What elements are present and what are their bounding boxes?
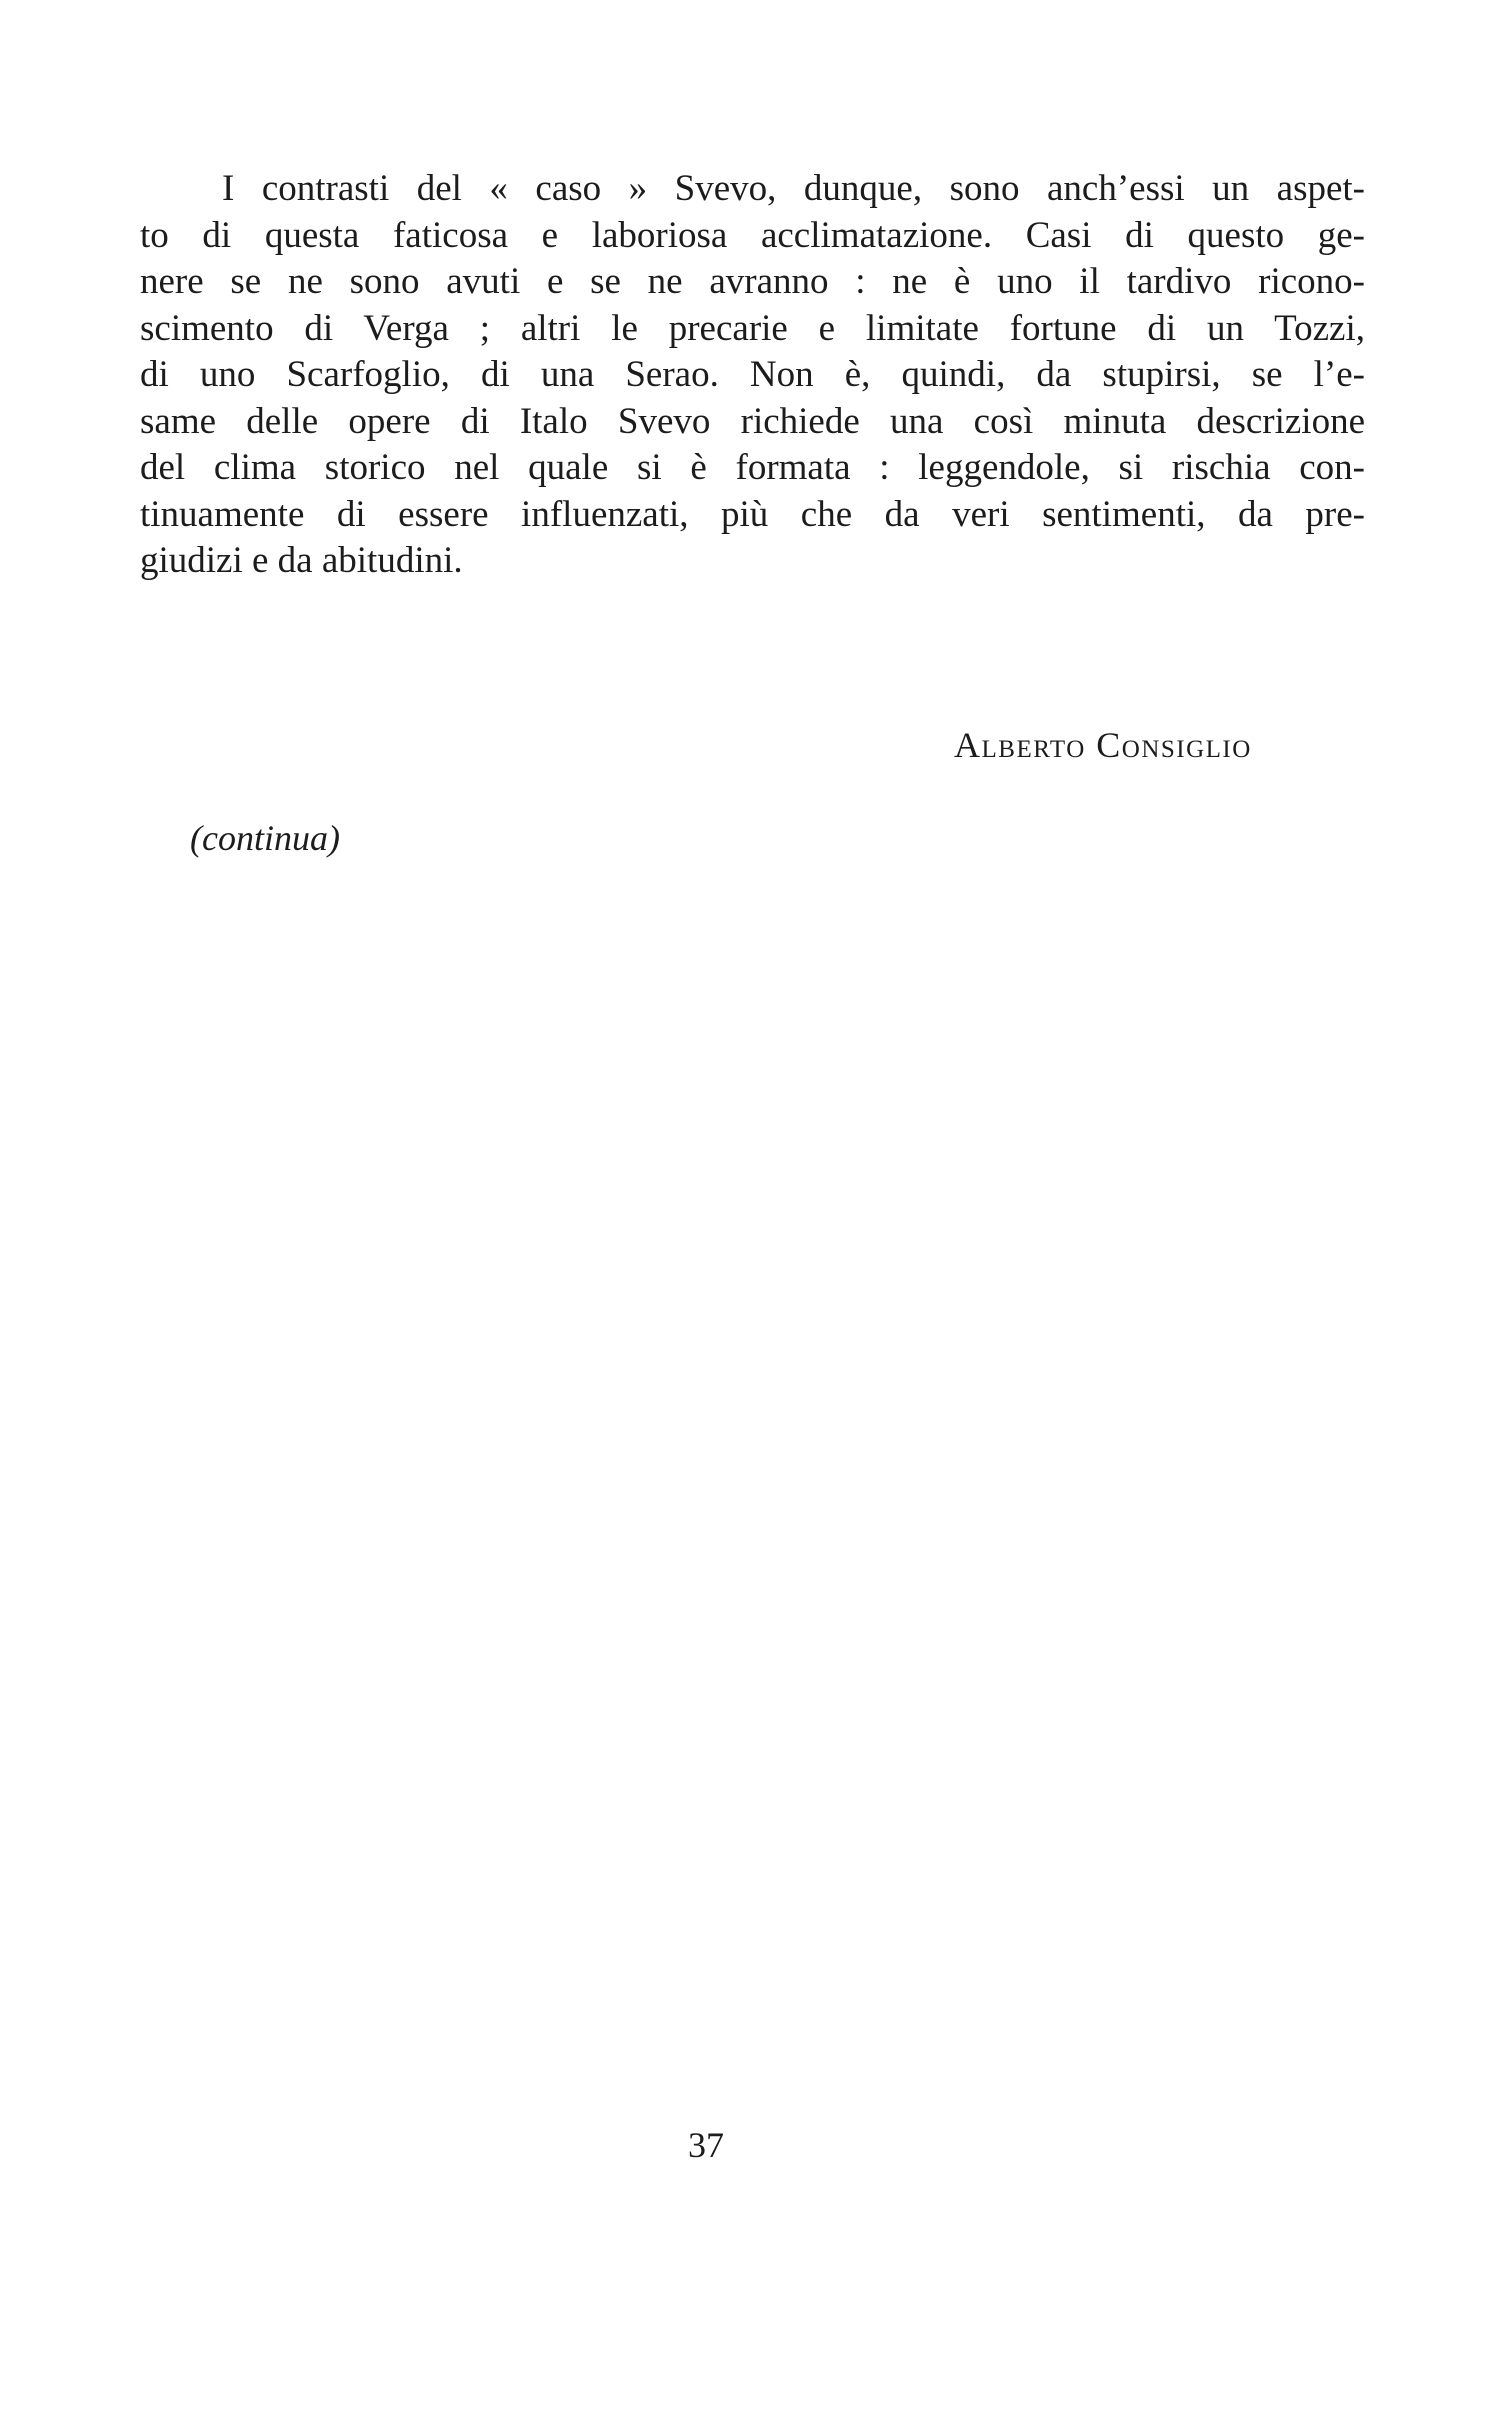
body-paragraph: [140, 166, 1365, 585]
paragraph-line: giudizi e da abitudini.: [140, 540, 463, 581]
paragraph-line: di uno Scarfoglio, di una Serao. Non è, quindi, da stupirsi, se l’e-: [140, 354, 1365, 395]
continued-note: (continua): [190, 818, 340, 858]
paragraph-line: tinuamente di essere influenzati, più che da veri sentimenti, da pre-: [140, 493, 1365, 535]
paragraph-line: same delle opere di Italo Svevo richiede una così minuta descrizione: [140, 400, 1365, 442]
paragraph-line: del clima storico nel quale si è formata : leggendole, si rischia con-: [140, 447, 1365, 488]
page-number: 37: [688, 2125, 724, 2165]
paragraph-line: scimento di Verga ; altri le precarie e limitate fortune di un Tozzi,: [140, 307, 1365, 349]
author-signature: Alberto Consiglio: [954, 725, 1252, 765]
paragraph-line: to di questa faticosa e laboriosa acclimatazione. Casi di questo ge-: [140, 214, 1365, 256]
paragraph-line: nere se ne sono avuti e se ne avranno : ne è uno il tardivo ricono-: [140, 261, 1365, 302]
paragraph-line: I contrasti del « caso » Svevo, dunque, sono anch’essi un aspet-: [222, 168, 1365, 209]
